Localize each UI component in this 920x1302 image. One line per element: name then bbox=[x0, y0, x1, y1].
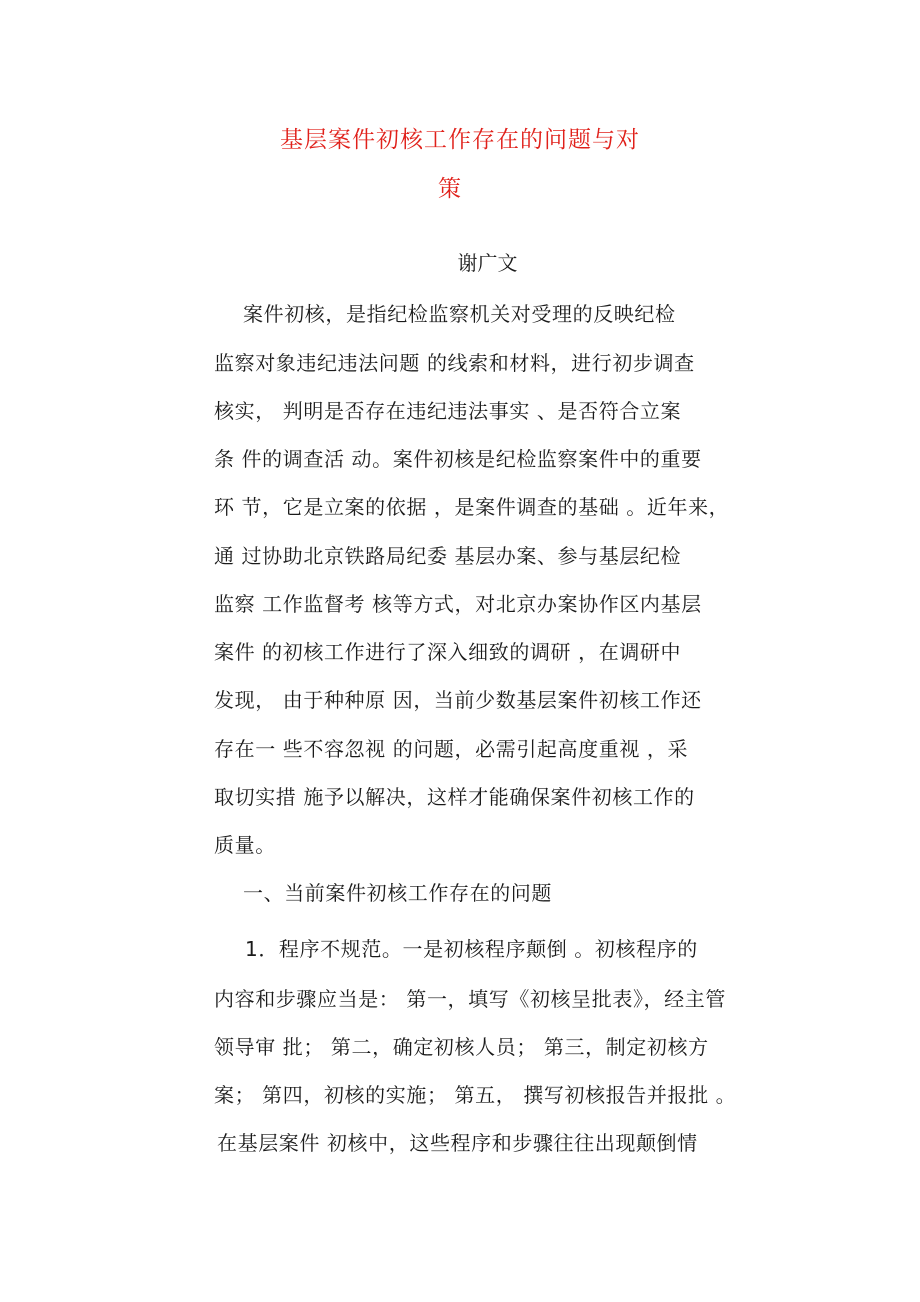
body-line-4: 条 件的调查活 动。案件初核是纪检监察案件中的重要 bbox=[214, 447, 702, 471]
body-line-2: 监察对象违纪违法问题 的线索和材料，进行初步调查 bbox=[214, 351, 695, 375]
body-line-1: 案件初核，是指纪检监察机关对受理的反映纪检 bbox=[243, 302, 676, 326]
author-name: 谢广文 bbox=[457, 251, 518, 275]
body-line-12: 质量。 bbox=[214, 833, 276, 857]
body-line-14: 1．程序不规范。一是初核程序颠倒 。初核程序的 bbox=[245, 937, 698, 961]
body-line-15: 内容和步骤应当是： 第一，填写《初核呈批表》，经主管 bbox=[214, 987, 726, 1011]
document-title-line-1: 基层案件初核工作存在的问题与对 bbox=[280, 127, 640, 153]
body-line-16: 领导审 批； 第二，确定初核人员； 第三，制定初核方 bbox=[214, 1035, 709, 1059]
document-title-line-2: 策 bbox=[438, 176, 462, 202]
body-line-18: 在基层案件 初核中，这些程序和步骤往往出现颠倒情 bbox=[217, 1131, 698, 1155]
section-heading: 一、当前案件初核工作存在的问题 bbox=[243, 881, 552, 905]
body-line-9: 发现， 由于种种原 因，当前少数基层案件初核工作还 bbox=[214, 688, 702, 712]
body-line-10: 存在一 些不容忽视 的问题，必需引起高度重视 ，采 bbox=[214, 737, 689, 761]
body-line-3: 核实， 判明是否存在违纪违法事实 、是否符合立案 bbox=[214, 399, 682, 423]
body-line-6: 通 过协助北京铁路局纪委 基层办案、参与基层纪检 bbox=[214, 544, 682, 568]
body-line-11: 取切实措 施予以解决，这样才能确保案件初核工作的 bbox=[214, 785, 695, 809]
body-line-8: 案件 的初核工作进行了深入细致的调研 ，在调研中 bbox=[214, 640, 682, 664]
body-line-5: 环 节，它是立案的依据 ，是案件调查的基础 。近年来， bbox=[214, 495, 730, 519]
body-line-7: 监察 工作监督考 核等方式，对北京办案协作区内基层 bbox=[214, 592, 702, 616]
body-line-17: 案； 第四，初核的实施； 第五， 撰写初核报告并报批 。 bbox=[214, 1083, 737, 1107]
